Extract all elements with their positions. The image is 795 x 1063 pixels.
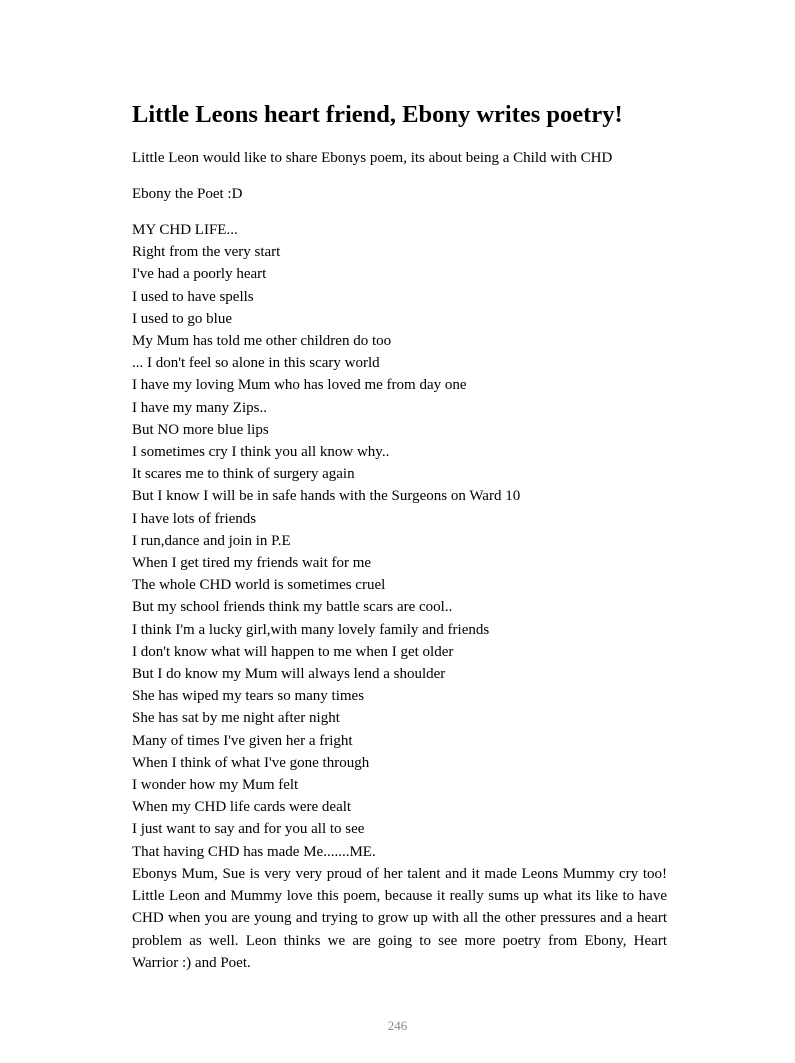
poem-line: Many of times I've given her a fright bbox=[132, 732, 353, 749]
poem-line: But NO more blue lips bbox=[132, 421, 269, 438]
poem-line: When I get tired my friends wait for me bbox=[132, 555, 372, 572]
page-number: 246 bbox=[387, 1018, 408, 1033]
poem-line: When I think of what I've gone through bbox=[132, 754, 370, 771]
poem-line: Right from the very start bbox=[132, 244, 281, 261]
poem-line: MY CHD LIFE... bbox=[132, 222, 238, 238]
poem-line: I used to have spells bbox=[132, 288, 254, 305]
poem-line: But my school friends think my battle scars are cool.. bbox=[132, 599, 453, 616]
poem-line: I have my loving Mum who has loved me from day one bbox=[132, 377, 467, 394]
poem-line: She has wiped my tears so many times bbox=[132, 688, 365, 705]
poem-line: When my CHD life cards were dealt bbox=[132, 799, 352, 816]
poem-line: I have my many Zips.. bbox=[132, 399, 267, 416]
poem-line: The whole CHD world is sometimes cruel bbox=[132, 577, 386, 594]
poem-line: I sometimes cry I think you all know why.. bbox=[132, 444, 390, 461]
intro-paragraph: Little Leon would like to share Ebonys poem, its about being a Child with CHD bbox=[132, 150, 613, 166]
poem bbox=[132, 219, 667, 863]
poem-line: ... I don't feel so alone in this scary world bbox=[132, 355, 380, 372]
poem-line: I wonder how my Mum felt bbox=[132, 777, 299, 794]
poem-line: It scares me to think of surgery again bbox=[132, 466, 355, 483]
poem-line: But I do know my Mum will always lend a shoulder bbox=[132, 666, 446, 683]
poem-line: I think I'm a lucky girl,with many lovely family and friends bbox=[132, 621, 490, 638]
byline: Ebony the Poet :D bbox=[132, 186, 243, 202]
poem-line: I've had a poorly heart bbox=[132, 266, 267, 283]
closing-paragraph: Ebonys Mum, Sue is very very proud of her talent and it made Leons Mummy cry too! Little Leon and Mummy love this poem, because it really sums up what its like to have CHD when you are young and trying to grow up with all the other pressures and a heart problem as well. Leon thinks we are going to see more poetry from Ebony, Heart Warrior :) and Poet. bbox=[132, 865, 667, 971]
poem-line: I run,dance and join in P.E bbox=[132, 532, 291, 549]
poem-line: I used to go blue bbox=[132, 310, 232, 327]
poem-line: My Mum has told me other children do too bbox=[132, 333, 392, 350]
poem-line: I don't know what will happen to me when I get older bbox=[132, 643, 454, 660]
poem-line: She has sat by me night after night bbox=[132, 710, 340, 727]
page-content bbox=[132, 98, 667, 974]
poem-line: That having CHD has made Me.......ME. bbox=[132, 843, 376, 860]
poem-line: But I know I will be in safe hands with the Surgeons on Ward 10 bbox=[132, 488, 521, 505]
poem-line: I have lots of friends bbox=[132, 510, 257, 527]
page-title: Little Leons heart friend, Ebony writes poetry! bbox=[132, 101, 623, 128]
poem-line: I just want to say and for you all to see bbox=[132, 821, 365, 838]
